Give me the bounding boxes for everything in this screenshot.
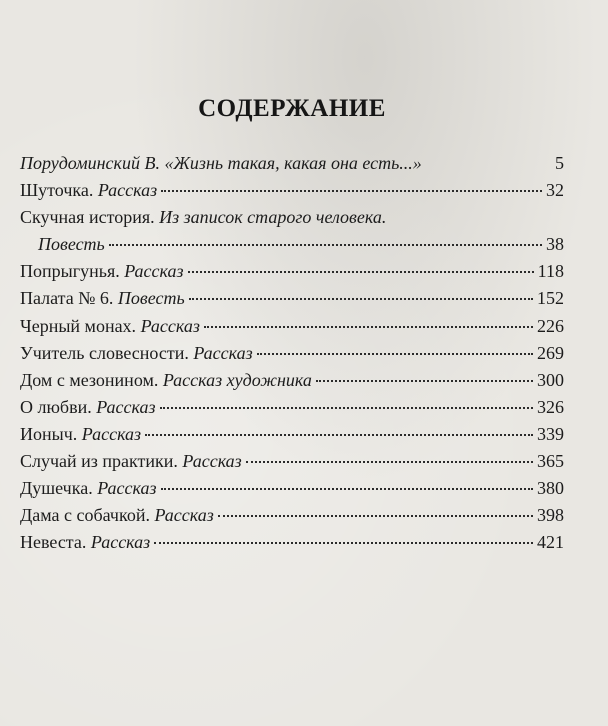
entry-title: Палата № 6. (20, 288, 114, 309)
toc-entry (20, 421, 564, 448)
entry-page-number: 5 (555, 153, 564, 173)
entry-subtitle: Повесть (117, 288, 185, 309)
entry-page-number: 152 (537, 288, 564, 309)
entry-subtitle: Рассказ (154, 505, 214, 526)
entry-subtitle: Рассказ (182, 451, 242, 472)
toc-entry (20, 313, 564, 340)
entry-page-number: 118 (537, 261, 564, 282)
toc-entry (20, 529, 564, 556)
dot-leader (145, 434, 533, 436)
toc-entry (20, 448, 564, 475)
entry-page-number: 226 (537, 315, 564, 336)
entry-subtitle: Рассказ (124, 261, 184, 282)
dot-leader (161, 488, 534, 490)
dot-leader (160, 407, 533, 409)
entry-title: Случай из практики. (20, 451, 178, 472)
dot-leader (218, 515, 533, 517)
entry-page-number: 32 (546, 180, 564, 201)
entry-subtitle: Рассказ (97, 180, 158, 201)
toc-entry (20, 231, 564, 258)
entry-title: Скучная история. (20, 207, 155, 228)
entry-title: Дом с мезонином. (20, 369, 159, 390)
entry-page-number: 421 (537, 532, 564, 553)
toc-entry (20, 285, 564, 312)
entry-page-number: 269 (537, 342, 564, 363)
dot-leader (316, 380, 533, 382)
entry-title: Душечка. (20, 478, 93, 499)
entry-subtitle: Порудоминский В. «Жизнь такая, какая она есть...» (20, 153, 422, 173)
entry-title: Ионыч. (20, 423, 78, 444)
entry-subtitle: Рассказ (90, 532, 151, 553)
toc-entry (20, 340, 564, 367)
entry-subtitle: Из записок старого человека. (159, 207, 387, 228)
entry-page-number: 365 (537, 451, 564, 472)
entry-title: Учитель словесности. (20, 342, 189, 363)
toc-entry (20, 367, 564, 394)
dot-leader (109, 244, 542, 246)
entry-page-number: 339 (537, 423, 564, 444)
dot-leader (188, 271, 534, 273)
entry-title: Шуточка. (20, 180, 94, 201)
entry-title: Дама с собачкой. (20, 505, 150, 526)
dot-leader (204, 326, 533, 328)
table-of-contents (20, 150, 564, 556)
entry-page-number: 326 (537, 396, 564, 417)
dot-leader (257, 353, 533, 355)
entry-subtitle: Рассказ (81, 423, 142, 444)
entry-subtitle: Рассказ (193, 342, 253, 363)
toc-entry (20, 177, 564, 204)
toc-entry (20, 150, 564, 177)
contents-heading: СОДЕРЖАНИЕ (198, 95, 386, 122)
entry-title: Черный монах. (20, 315, 137, 336)
toc-entry (20, 394, 564, 421)
entry-page-number: 398 (537, 505, 564, 526)
dot-leader (154, 542, 533, 544)
entry-subtitle: Рассказ (140, 315, 200, 336)
entry-page-number: 300 (537, 369, 564, 390)
toc-entry (20, 502, 564, 529)
entry-page-number: 38 (546, 234, 564, 255)
entry-subtitle: Рассказ (97, 478, 157, 499)
entry-page-number: 380 (537, 478, 564, 499)
dot-leader (189, 298, 533, 300)
toc-entry (20, 475, 564, 502)
entry-subtitle: Повесть (38, 234, 105, 255)
toc-entry (20, 204, 564, 231)
dot-leader (246, 461, 533, 463)
entry-title: О любви. (20, 396, 92, 417)
entry-title: Невеста. (20, 532, 87, 553)
toc-entry (20, 258, 564, 285)
entry-subtitle: Рассказ (96, 396, 156, 417)
dot-leader (161, 190, 542, 192)
entry-subtitle: Рассказ художника (162, 369, 312, 390)
entry-title: Попрыгунья. (20, 261, 120, 282)
